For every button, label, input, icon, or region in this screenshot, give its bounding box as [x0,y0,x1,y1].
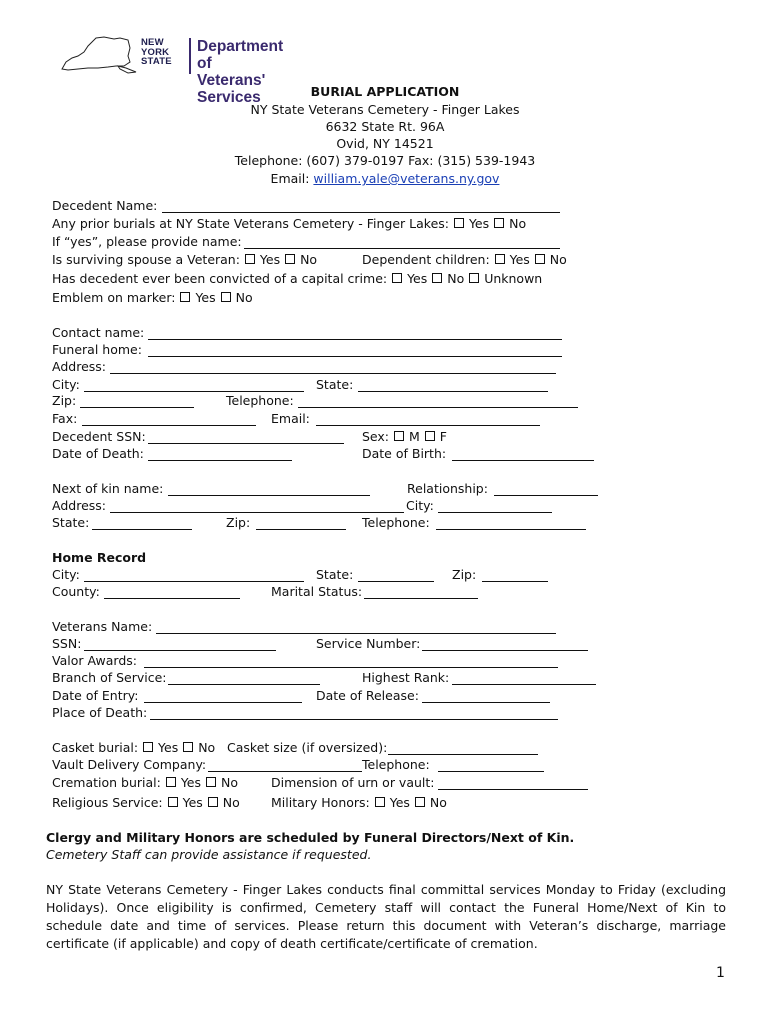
cemetery-city: Ovid, NY 14521 [336,136,434,151]
if-yes-label: If “yes”, please provide name: [52,234,242,249]
kin-telephone-label: Telephone: [362,515,430,530]
place-of-death-field[interactable] [150,719,558,720]
branch-label: Branch of Service: [52,670,167,685]
marital-status-label: Marital Status: [271,584,363,599]
cemetery-name: NY State Veterans Cemetery - Finger Lakes [250,102,520,117]
home-city-label: City: [52,567,80,582]
date-of-birth-field[interactable] [452,460,594,461]
contact-city-field[interactable] [84,391,304,392]
decedent-name-label: Decedent Name: [52,198,158,213]
kin-relationship-label: Relationship: [407,481,488,496]
vault-telephone-field[interactable] [438,771,544,772]
kin-address-label: Address: [52,498,106,513]
date-of-release-field[interactable] [422,702,550,703]
spouse-yes-checkbox[interactable] [245,254,255,264]
contact-name-label: Contact name: [52,325,145,340]
branch-field[interactable] [168,684,320,685]
page-number: 1 [716,965,725,981]
casket-yes-checkbox[interactable] [143,742,153,752]
casket-no-checkbox[interactable] [183,742,193,752]
military-honors-row: Military Honors: Yes No [271,795,447,810]
religious-no-checkbox[interactable] [208,797,218,807]
contact-address-field[interactable] [110,373,556,374]
veteran-ssn-field[interactable] [84,650,276,651]
cemetery-email-line: Email: william.yale@veterans.ny.gov [270,171,500,186]
if-yes-name-field[interactable] [244,248,560,249]
vault-company-label: Vault Delivery Company: [52,757,207,772]
urn-dimension-label: Dimension of urn or vault: [271,775,435,790]
highest-rank-label: Highest Rank: [362,670,450,685]
dependent-children-row: Dependent children: Yes No [362,252,567,267]
home-state-label: State: [316,567,354,582]
contact-zip-label: Zip: [52,393,77,408]
assistance-note: Cemetery Staff can provide assistance if requested. [46,847,372,862]
cemetery-street: 6632 State Rt. 96A [325,119,445,134]
contact-name-field[interactable] [148,339,562,340]
date-of-entry-label: Date of Entry: [52,688,139,703]
funeral-home-label: Funeral home: [52,342,142,357]
emblem-no-checkbox[interactable] [221,292,231,302]
sex-f-checkbox[interactable] [425,431,435,441]
vault-telephone-label: Telephone: [362,757,430,772]
emblem-yes-checkbox[interactable] [180,292,190,302]
contact-email-label: Email: [271,411,310,426]
children-yes-checkbox[interactable] [495,254,505,264]
casket-size-label: Casket size (if oversized): [227,740,388,755]
valor-awards-field[interactable] [144,667,558,668]
kin-zip-field[interactable] [256,529,346,530]
contact-telephone-label: Telephone: [226,393,294,408]
decedent-name-field[interactable] [162,212,560,213]
contact-zip-field[interactable] [80,407,194,408]
military-no-checkbox[interactable] [415,797,425,807]
nys-dvs-logo [58,36,298,106]
services-paragraph: NY State Veterans Cemetery - Finger Lakes conducts final committal services Monday to Friday (excluding Holidays). Once eligibility is confirmed, Cemetery staff will contact the Funeral Home/Next of Kin to schedule date and time of services. Please return this document with Veteran’s discharge, marriage certificate (if applicable) and copy of death certificate/certificate of cremation. [46,882,726,951]
casket-burial-row: Casket burial: Yes No [52,740,216,755]
veteran-ssn-label: SSN: [52,636,82,651]
date-of-birth-label: Date of Birth: [362,446,447,461]
veteran-name-label: Veterans Name: [52,619,153,634]
cremation-no-checkbox[interactable] [206,777,216,787]
decedent-ssn-field[interactable] [148,443,344,444]
cremation-yes-checkbox[interactable] [166,777,176,787]
home-zip-field[interactable] [482,581,548,582]
date-of-entry-field[interactable] [144,702,302,703]
home-city-field[interactable] [84,581,304,582]
contact-email-field[interactable] [316,425,540,426]
religious-yes-checkbox[interactable] [168,797,178,807]
sex-row: Sex: M F [362,429,447,444]
emblem-row: Emblem on marker: Yes No [52,290,253,305]
date-of-release-label: Date of Release: [316,688,419,703]
children-no-checkbox[interactable] [535,254,545,264]
crime-yes-checkbox[interactable] [392,273,402,283]
urn-dimension-field[interactable] [438,789,588,790]
prior-burials-row: Any prior burials at NY State Veterans Cemetery - Finger Lakes: Yes No [52,216,527,231]
new-york-state-map-icon [58,36,138,76]
capital-crime-row: Has decedent ever been convicted of a capital crime: Yes No Unknown [52,271,543,286]
highest-rank-field[interactable] [452,684,596,685]
cremation-burial-row: Cremation burial: Yes No [52,775,238,790]
crime-unknown-checkbox[interactable] [469,273,479,283]
vault-company-field[interactable] [208,771,362,772]
contact-fax-field[interactable] [82,425,256,426]
email-link[interactable]: william.yale@veterans.ny.gov [313,171,500,186]
logo-dept-text: Department of Veterans' Services [197,38,284,106]
contact-fax-label: Fax: [52,411,78,426]
military-yes-checkbox[interactable] [375,797,385,807]
kin-telephone-field[interactable] [436,529,586,530]
funeral-home-field[interactable] [148,356,562,357]
kin-name-field[interactable] [168,495,370,496]
surviving-spouse-row: Is surviving spouse a Veteran: Yes No [52,252,318,267]
home-state-field[interactable] [358,581,434,582]
casket-size-field[interactable] [388,754,538,755]
service-number-field[interactable] [422,650,588,651]
kin-relationship-field[interactable] [494,495,598,496]
home-record-heading: Home Record [52,550,147,565]
honors-note: Clergy and Military Honors are scheduled by Funeral Directors/Next of Kin. [46,830,575,845]
decedent-ssn-label: Decedent SSN: [52,429,146,444]
prior-burials-no-checkbox[interactable] [494,218,504,228]
logo-state-text: NEW YORK STATE [141,37,172,67]
home-county-label: County: [52,584,100,599]
logo-divider [189,38,191,74]
home-county-field[interactable] [104,598,240,599]
veteran-name-field[interactable] [156,633,556,634]
kin-city-field[interactable] [438,512,552,513]
prior-burials-yes-checkbox[interactable] [454,218,464,228]
kin-address-field[interactable] [110,512,404,513]
contact-telephone-field[interactable] [298,407,578,408]
contact-city-label: City: [52,377,80,392]
marital-status-field[interactable] [364,598,478,599]
sex-m-checkbox[interactable] [394,431,404,441]
kin-state-field[interactable] [92,529,192,530]
service-number-label: Service Number: [316,636,421,651]
kin-zip-label: Zip: [226,515,251,530]
cemetery-phone: Telephone: (607) 379-0197 Fax: (315) 539-1943 [234,153,536,168]
crime-no-checkbox[interactable] [432,273,442,283]
place-of-death-label: Place of Death: [52,705,148,720]
date-of-death-field[interactable] [148,460,292,461]
contact-state-field[interactable] [358,391,548,392]
home-zip-label: Zip: [452,567,477,582]
contact-address-label: Address: [52,359,106,374]
religious-service-row: Religious Service: Yes No [52,795,240,810]
form-title: BURIAL APPLICATION [310,84,460,99]
kin-state-label: State: [52,515,90,530]
valor-awards-label: Valor Awards: [52,653,137,668]
kin-name-label: Next of kin name: [52,481,164,496]
kin-city-label: City: [406,498,434,513]
spouse-no-checkbox[interactable] [285,254,295,264]
contact-state-label: State: [316,377,354,392]
date-of-death-label: Date of Death: [52,446,144,461]
